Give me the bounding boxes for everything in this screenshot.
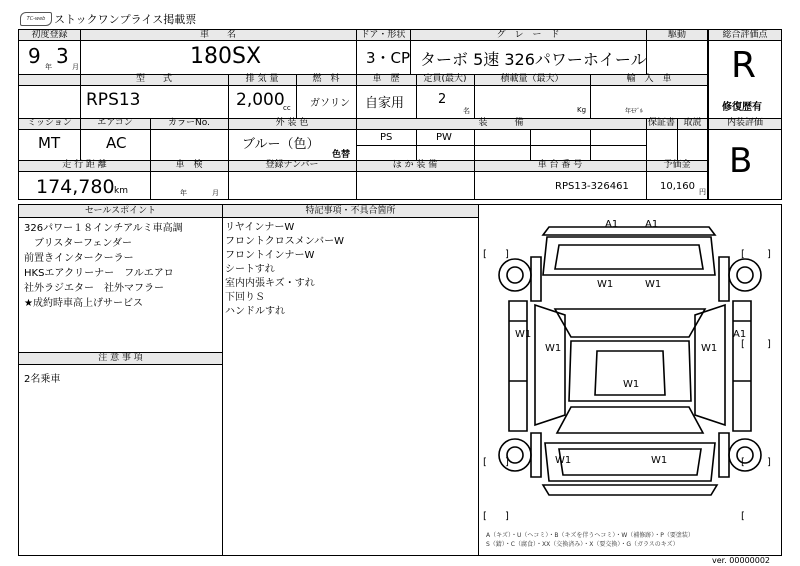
diagram-mark: W1 xyxy=(597,279,614,290)
label-drive: 駆動 xyxy=(667,30,686,40)
mileage-value: 174,780 xyxy=(36,176,115,198)
overall-grade: R xyxy=(731,45,757,86)
label-door-type: ドア・形状 xyxy=(360,30,406,40)
label-first-reg: 初度登録 xyxy=(31,30,68,40)
capacity-unit: 名 xyxy=(463,107,470,115)
selling-point: HKSエアクリーナー フルエアロ xyxy=(24,268,174,279)
aircon-value: AC xyxy=(106,134,127,152)
fuel-value: ガソリン xyxy=(310,98,350,109)
overall-note: 修復歴有 xyxy=(722,102,762,113)
price-unit: 円 xyxy=(699,188,706,196)
label-chassis-no: 車 台 番 号 xyxy=(537,160,583,170)
door-type-value: 3・CP xyxy=(366,49,411,67)
selling-point: 社外ラジエター 社外マフラー xyxy=(24,283,164,294)
bracket: [ xyxy=(483,511,487,522)
label-capacity: 定員(最大) xyxy=(423,74,467,84)
label-load: 積載量（最大） xyxy=(500,74,564,84)
special-notes-list xyxy=(225,221,344,319)
label-overall-eval: 総合評価点 xyxy=(722,30,768,40)
selling-points-list xyxy=(24,221,183,311)
bracket: ] xyxy=(767,339,771,350)
first-reg-year: 9 xyxy=(28,44,41,68)
vehicle-diagram xyxy=(479,205,781,525)
special-note: 下回りＳ xyxy=(225,292,265,303)
label-history: 車 歴 xyxy=(372,74,400,84)
selling-point: 326パワー１８インチアルミ車高調 xyxy=(24,223,183,234)
displacement-value: 2,000 xyxy=(236,90,285,110)
bracket: [ xyxy=(483,249,487,260)
car-name-value: 180SX xyxy=(190,44,262,69)
label-price: 予価金 xyxy=(663,160,691,170)
diagram-mark: W1 xyxy=(645,279,662,290)
mileage-unit: km xyxy=(114,186,128,196)
month-unit: 月 xyxy=(72,63,79,71)
selling-point: ★成約時車高上げサービス xyxy=(24,298,143,309)
inspection-year-unit: 年 xyxy=(180,189,187,197)
equip-pw: PW xyxy=(436,132,452,143)
bracket: ] xyxy=(505,249,509,260)
bracket: [ xyxy=(741,511,745,522)
displacement-unit: cc xyxy=(283,104,291,112)
special-note: リヤインナーW xyxy=(225,222,295,233)
label-aircon: エアコン xyxy=(97,118,133,128)
diagram-mark: W1 xyxy=(555,455,572,466)
selling-point: ブリスターフェンダー xyxy=(24,238,132,249)
version-label: ver. 00000002 xyxy=(712,556,771,565)
special-note: フロントクロスメンバーW xyxy=(225,236,344,247)
color-change: 色替 xyxy=(332,150,351,160)
label-reg-number: 登録ナンバー xyxy=(265,160,319,170)
import-unit: 年ﾓﾃﾞﾙ xyxy=(625,108,644,115)
price-value: 10,160 xyxy=(660,181,695,192)
bracket: [ xyxy=(483,457,487,468)
diagram-mark: W1 xyxy=(623,379,640,390)
label-mission: ミッション xyxy=(27,118,72,128)
legend-line: S（錆）・C（腐食）・XX（交換済み）・X（要交換）・G（ガラスのキズ） xyxy=(486,541,679,548)
bracket: ] xyxy=(505,511,509,522)
diagram-mark: A1 xyxy=(733,329,747,340)
label-warranty: 保証書 xyxy=(647,118,675,128)
bracket: ] xyxy=(767,249,771,260)
label-other-equipment: ほ か 装 備 xyxy=(392,160,438,170)
legend-line: A（キズ）・U（ヘコミ）・B（キズを伴うヘコミ）・W（補修跡）・P（要塗装） xyxy=(486,532,694,539)
mission-value: MT xyxy=(38,134,61,152)
diagram-mark: W1 xyxy=(515,329,532,340)
diagram-mark: A1 xyxy=(645,219,659,230)
label-special-notes: 特記事項・不具合箇所 xyxy=(305,206,396,216)
label-exterior-color: 外 装 色 xyxy=(275,118,309,128)
special-note: ハンドルすれ xyxy=(225,306,285,317)
diagram-mark: A1 xyxy=(605,219,619,230)
label-grade: グ レ ー ド xyxy=(496,30,560,40)
interior-grade: B xyxy=(729,141,753,181)
first-reg-month: 3 xyxy=(56,44,69,68)
grade-value: ターボ 5速 326パワーホイール xyxy=(420,50,647,69)
model-value: RPS13 xyxy=(86,90,141,110)
bracket: [ xyxy=(741,339,745,350)
label-manual: 取説 xyxy=(683,118,702,128)
bracket: [ xyxy=(741,457,745,468)
label-color-no: カラーNo. xyxy=(168,118,210,128)
label-caution: 注 意 事 項 xyxy=(98,353,143,363)
label-import: 輸 入 車 xyxy=(626,74,672,84)
special-note: フロントインナーW xyxy=(225,250,315,261)
label-inspection: 車 検 xyxy=(175,160,203,170)
special-note: 室内内張キズ・すれ xyxy=(225,278,315,289)
bracket: ] xyxy=(505,457,509,468)
special-note: シートすれ xyxy=(225,264,275,275)
inspection-month-unit: 月 xyxy=(212,189,219,197)
load-unit: Kg xyxy=(577,106,587,114)
label-car-name: 車 名 xyxy=(199,30,236,40)
selling-point: 前置きインタークーラー xyxy=(24,253,134,264)
label-interior-eval: 内装評価 xyxy=(726,118,763,128)
equip-ps: PS xyxy=(380,132,393,143)
history-value: 自家用 xyxy=(365,96,405,111)
site-logo: TC-web xyxy=(20,12,52,26)
label-selling-points: セールスポイント xyxy=(84,206,157,216)
damage-legend xyxy=(486,531,694,549)
diagram-mark: W1 xyxy=(701,343,718,354)
diagram-mark: W1 xyxy=(651,455,668,466)
exterior-color-value: ブルー（色） xyxy=(242,137,320,152)
sheet-title: ストックワンプライス掲載票 xyxy=(54,13,197,26)
label-fuel: 燃 料 xyxy=(312,74,340,84)
caution-item: 2名乗車 xyxy=(24,374,61,385)
diagram-mark: W1 xyxy=(545,343,562,354)
capacity-value: 2 xyxy=(438,92,447,107)
caution-list xyxy=(24,373,60,387)
bracket: ] xyxy=(767,457,771,468)
year-unit: 年 xyxy=(45,63,52,71)
label-mileage: 走 行 距 離 xyxy=(62,160,107,170)
chassis-no-value: RPS13-326461 xyxy=(555,181,629,192)
bracket: [ xyxy=(741,249,745,260)
label-equipment: 装 備 xyxy=(478,118,524,128)
label-model: 型 式 xyxy=(135,74,172,84)
label-displacement: 排 気 量 xyxy=(245,74,279,84)
